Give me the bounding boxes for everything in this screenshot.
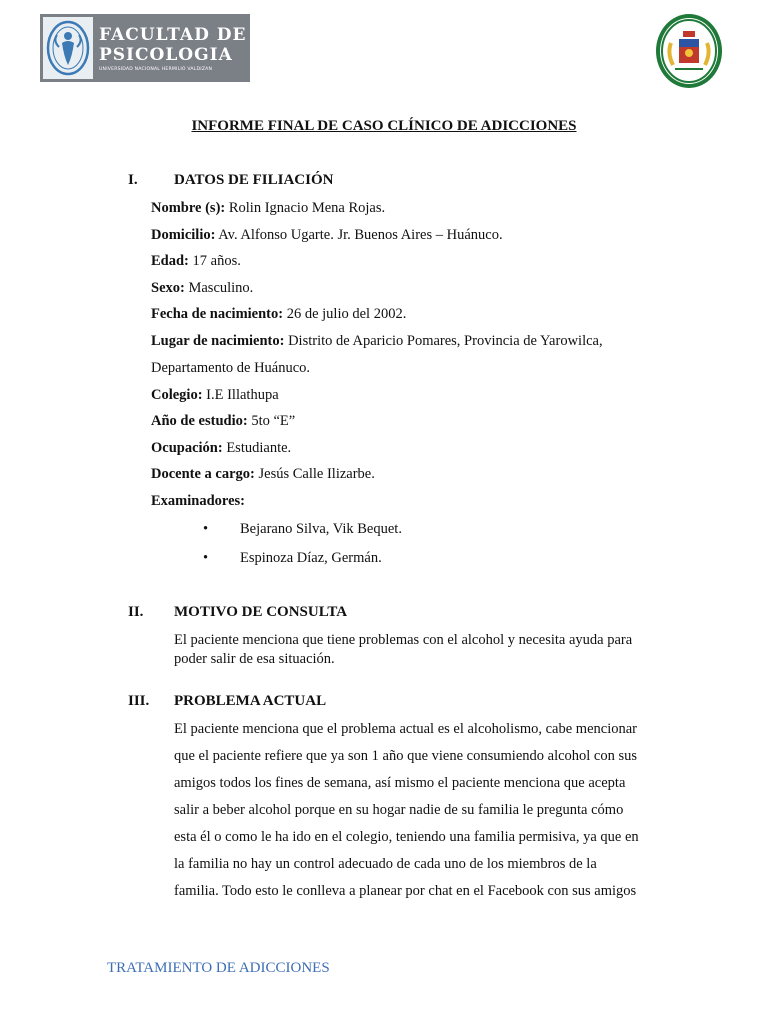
- section-3-title: PROBLEMA ACTUAL: [174, 693, 327, 709]
- paragraph-line: El paciente menciona que tiene problemas con el alcohol y necesita ayuda para: [174, 632, 633, 648]
- field-fecha-nacimiento: Fecha de nacimiento: 26 de julio del 2002.: [151, 306, 407, 322]
- field-anio-estudio: Año de estudio: 5to “E”: [151, 413, 296, 429]
- page-footer: TRATAMIENTO DE ADICCIONES: [107, 960, 330, 976]
- faculty-logo: [40, 14, 250, 82]
- field-lugar-nacimiento-cont: Departamento de Huánuco.: [151, 360, 311, 376]
- logo-title-line2: PSICOLOGIA: [99, 44, 233, 65]
- field-domicilio: Domicilio: Av. Alfonso Ugarte. Jr. Buenos Aires – Huánuco.: [151, 227, 503, 243]
- bullet-icon: •: [203, 550, 209, 566]
- field-sexo: Sexo: Masculino.: [151, 280, 254, 296]
- section-2-number: II.: [128, 604, 144, 620]
- section-3-number: III.: [128, 693, 150, 709]
- bullet-icon: •: [203, 521, 209, 537]
- paragraph-line: esta él o como le ha ido en el colegio, teniendo una familia permisiva, ya que en: [174, 829, 639, 845]
- section-1-number: I.: [128, 172, 138, 188]
- paragraph-line: la familia no hay un control adecuado de cada uno de los miembros de la: [174, 856, 597, 872]
- field-examinadores: Examinadores:: [151, 493, 245, 509]
- examiner-item: Bejarano Silva, Vik Bequet.: [240, 521, 402, 537]
- examiner-item: Espinoza Díaz, Germán.: [240, 550, 382, 566]
- paragraph-line: familia. Todo esto le conlleva a planear por chat en el Facebook con sus amigos: [174, 883, 637, 899]
- document-title: INFORME FINAL DE CASO CLÍNICO DE ADICCIONES: [191, 118, 577, 134]
- field-lugar-nacimiento: Lugar de nacimiento: Distrito de Aparicio Pomares, Provincia de Yarowilca,: [151, 333, 603, 349]
- logo-university-name: UNIVERSIDAD NACIONAL HERMILIO VALDIZAN: [99, 66, 213, 72]
- paragraph-line: poder salir de esa situación.: [174, 651, 335, 667]
- paragraph-line: amigos todos los fines de semana, así mismo el paciente menciona que acepta: [174, 775, 626, 791]
- field-ocupacion: Ocupación: Estudiante.: [151, 440, 292, 456]
- section-2-paragraph: [174, 631, 660, 669]
- section-1-title: DATOS DE FILIACIÓN: [174, 172, 334, 188]
- paragraph-line: que el paciente refiere que ya son 1 año que viene consumiendo alcohol con sus: [174, 748, 638, 764]
- logo-title-line1: FACULTAD DE: [99, 24, 247, 45]
- section-3-paragraph: [174, 716, 660, 905]
- university-seal-icon: [655, 13, 723, 89]
- field-docente: Docente a cargo: Jesús Calle Ilizarbe.: [151, 466, 375, 482]
- paragraph-line: El paciente menciona que el problema actual es el alcoholismo, cabe mencionar: [174, 721, 637, 737]
- psychology-emblem-icon: [43, 17, 93, 79]
- field-edad: Edad: 17 años.: [151, 253, 241, 269]
- field-colegio: Colegio: I.E Illathupa: [151, 387, 279, 403]
- field-nombre: Nombre (s): Rolin Ignacio Mena Rojas.: [151, 200, 386, 216]
- section-2-title: MOTIVO DE CONSULTA: [174, 604, 348, 620]
- paragraph-line: salir a beber alcohol porque en su hogar nadie de su familia le pregunta cómo: [174, 802, 624, 818]
